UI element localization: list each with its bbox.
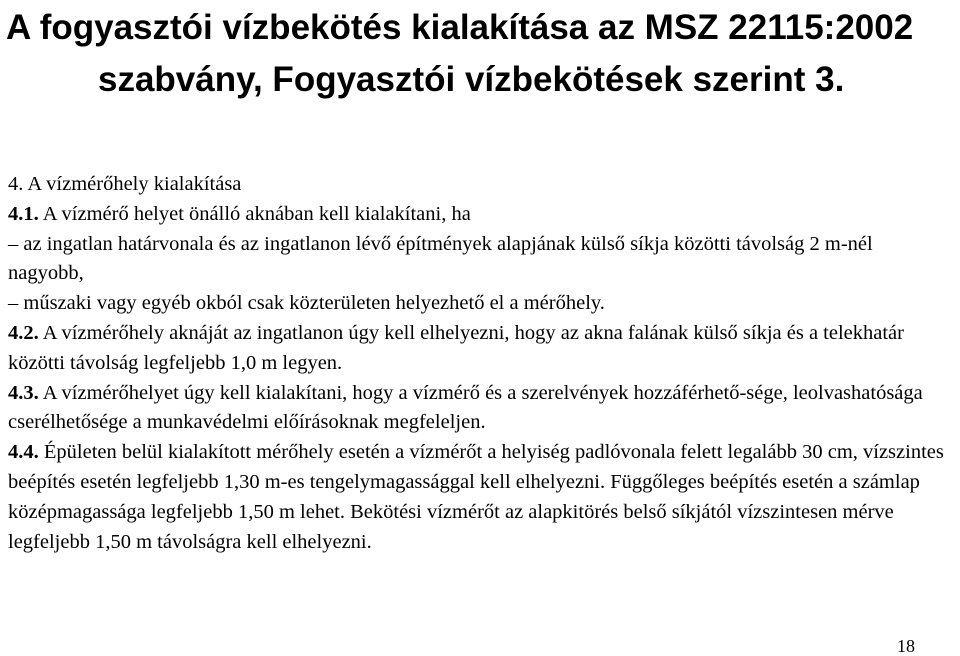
title-line-1: A fogyasztói vízbekötés kialakítása az MSZ 22115:2002 [6, 8, 914, 47]
title-line-2: szabvány, Fogyasztói vízbekötések szerint 3. [98, 60, 845, 99]
paragraph-text: A vízmérőhelyet úgy kell kialakítani, hogy a vízmérő és a szerelvények hozzáférhető-sége, leolvashatósága cserélhetősége a munkavédelmi előírásoknak megfeleljen. [8, 381, 923, 434]
page-title [6, 2, 956, 106]
document-body [8, 170, 953, 557]
paragraph-number: 4.1. [8, 202, 39, 225]
paragraph-number: 4.2. [8, 321, 39, 344]
paragraph-text: A vízmérőhely aknáját az ingatlanon úgy kell elhelyezni, hogy az akna falának külső síkja és a telekhatár közötti távolság legfeljebb 1,0 m legyen. [8, 321, 904, 374]
section-heading: 4. A vízmérőhely kialakítása [8, 173, 242, 195]
page-number: 18 [897, 636, 915, 656]
paragraph-4-3 [8, 379, 953, 439]
paragraph-4-1 [8, 200, 953, 230]
paragraph-4-2 [8, 319, 953, 379]
paragraph-text: Épületen belül kialakított mérőhely esetén a vízmérőt a helyiség padlóvonala felett legalább 30 cm, vízszintes beépítés esetén legfeljebb 1,30 m-es tengelymagassággal kell elhelyezni. Függőleges beépítés esetén a számlap középmagassága legfeljebb 1,50 m lehet. Bekötési vízmérőt az alapkitörés belső síkjától vízszintesen mérve legfeljebb 1,50 m távolságra kell elhelyezni. [8, 441, 944, 553]
paragraph-number: 4.3. [8, 381, 39, 404]
paragraph-4-4 [8, 438, 953, 557]
list-item: – műszaki vagy egyéb okból csak közterületen helyezhető el a mérőhely. [8, 292, 605, 315]
paragraph-number: 4.4. [8, 441, 39, 464]
list-item: – az ingatlan határvonala és az ingatlanon lévő építmények alapjának külső síkja közötti távolság 2 m-nél nagyobb, [8, 232, 873, 285]
paragraph-text: A vízmérő helyet önálló aknában kell kialakítani, ha [38, 202, 471, 225]
